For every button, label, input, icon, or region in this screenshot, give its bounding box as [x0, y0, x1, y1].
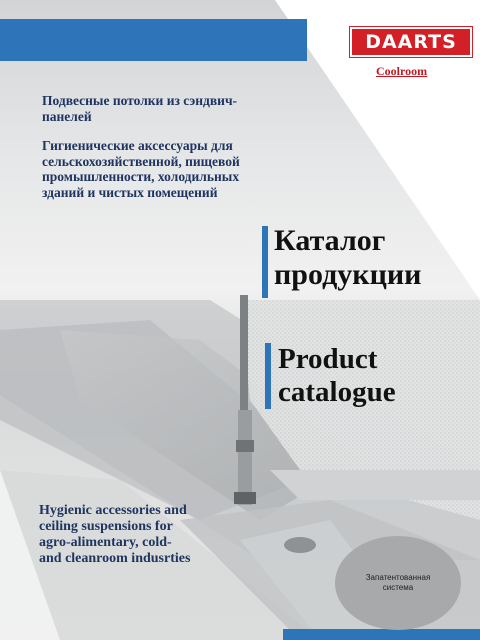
catalog-title-ru: [274, 224, 421, 292]
english-description: [39, 503, 269, 567]
description-en-line1: Hygienic accessories and: [39, 503, 187, 518]
catalog-title-ru-line1: Каталог: [274, 224, 386, 257]
description-en-line3: agro-alimentary, cold-: [39, 535, 172, 550]
intro-ru-line2: Гигиенические аксессуары для сельскохозяйственной, пищевой промышленности, холодильных зданий и чистых помещений: [42, 138, 240, 200]
catalog-title-ru-line2: продукции: [274, 258, 422, 291]
patented-system-badge: [335, 536, 461, 630]
catalog-title-en: [278, 343, 396, 409]
description-en-line2: ceiling suspensions for: [39, 519, 173, 534]
badge-text: [358, 573, 438, 593]
catalog-title-en-line2: catalogue: [278, 376, 396, 408]
russian-intro-text: [42, 93, 282, 214]
title-en-accent-bar: [265, 343, 271, 409]
intro-ru-line1: Подвесные потолки из сэндвич-панелей: [42, 93, 238, 124]
badge-text-line2: система: [382, 583, 414, 592]
coolroom-subbrand: Coolroom: [376, 64, 428, 78]
description-en-line4: and cleanroom indusrties: [39, 551, 191, 566]
bottom-blue-bar: [283, 629, 480, 640]
top-blue-bar: [0, 19, 307, 61]
badge-text-line1: Запатентованная: [365, 573, 431, 582]
daarts-logo: DAARTS: [350, 27, 472, 57]
title-ru-accent-bar: [262, 226, 268, 298]
catalog-title-en-line1: Product: [278, 343, 378, 375]
